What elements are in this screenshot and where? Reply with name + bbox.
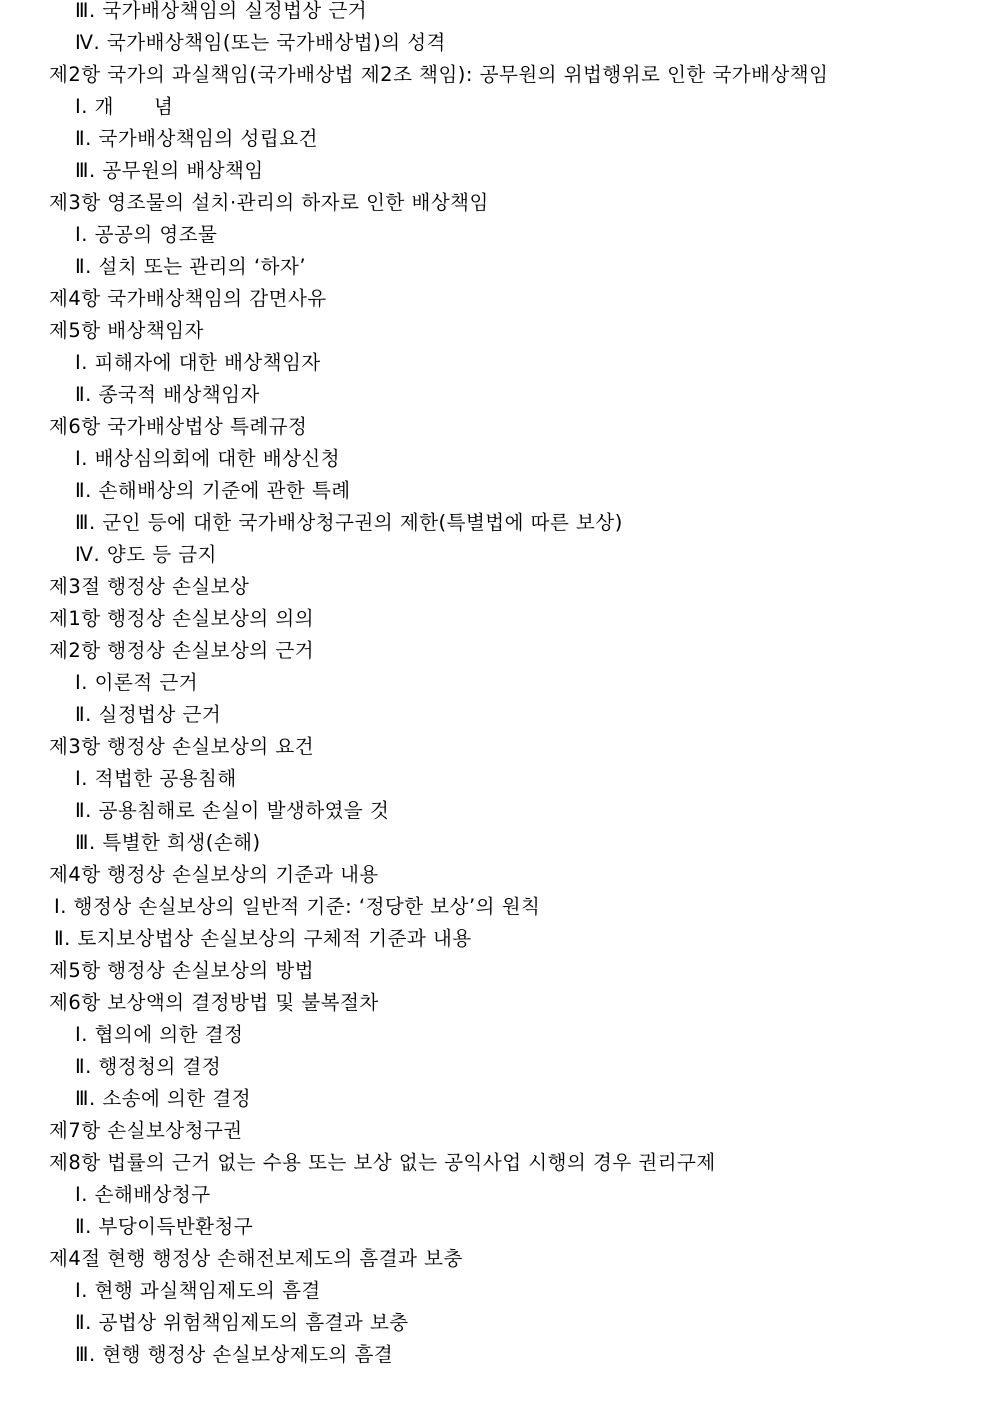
toc-heading: 제2항 행정상 손실보상의 근거 — [49, 639, 315, 662]
toc-subitem: Ⅲ. 현행 행정상 손실보상제도의 흠결 — [75, 1343, 394, 1366]
toc-subitem: Ⅱ. 설치 또는 관리의 ‘하자’ — [75, 255, 307, 278]
toc-subitem: Ⅰ. 개 념 — [75, 95, 174, 118]
toc-heading: 제4항 국가배상책임의 감면사유 — [49, 287, 327, 310]
toc-subitem: Ⅲ. 공무원의 배상책임 — [75, 159, 264, 182]
toc-subitem: Ⅱ. 손해배상의 기준에 관한 특례 — [75, 479, 351, 502]
toc-heading: 제6항 보상액의 결정방법 및 불복절차 — [49, 991, 379, 1014]
toc-subitem: Ⅰ. 손해배상청구 — [75, 1183, 211, 1206]
toc-heading: 제5항 배상책임자 — [49, 319, 204, 342]
toc-subitem: Ⅲ. 국가배상책임의 실정법상 근거 — [75, 0, 368, 22]
toc-subitem: Ⅰ. 이론적 근거 — [75, 671, 199, 694]
toc-subitem: Ⅰ. 배상심의회에 대한 배상신청 — [75, 447, 341, 470]
toc-heading: 제5항 행정상 손실보상의 방법 — [49, 959, 315, 982]
toc-subitem: Ⅲ. 소송에 의한 결정 — [75, 1087, 252, 1110]
toc-subitem: Ⅱ. 실정법상 근거 — [75, 703, 222, 726]
toc-heading: 제3항 행정상 손실보상의 요건 — [49, 735, 315, 758]
toc-subitem: Ⅱ. 토지보상법상 손실보상의 구체적 기준과 내용 — [54, 927, 472, 950]
toc-heading: 제1항 행정상 손실보상의 의의 — [49, 607, 315, 630]
toc-subitem: Ⅱ. 공법상 위험책임제도의 흠결과 보충 — [75, 1311, 409, 1334]
toc-subitem: Ⅱ. 국가배상책임의 성립요건 — [75, 127, 318, 150]
toc-subitem: Ⅰ. 공공의 영조물 — [75, 223, 218, 246]
toc-subitem: Ⅰ. 현행 과실책임제도의 흠결 — [75, 1279, 321, 1302]
toc-subitem: Ⅱ. 종국적 배상책임자 — [75, 383, 260, 406]
toc-heading: 제8항 법률의 근거 없는 수용 또는 보상 없는 공익사업 시행의 경우 권리구제 — [49, 1151, 716, 1174]
toc-heading: 제4절 현행 행정상 손해전보제도의 흠결과 보충 — [49, 1247, 463, 1270]
toc-subitem: Ⅱ. 공용침해로 손실이 발생하였을 것 — [75, 799, 390, 822]
toc-subitem: Ⅰ. 피해자에 대한 배상책임자 — [75, 351, 321, 374]
toc-heading: 제3항 영조물의 설치·관리의 하자로 인한 배상책임 — [49, 191, 489, 214]
toc-subitem: Ⅱ. 행정청의 결정 — [75, 1055, 222, 1078]
toc-heading: 제4항 행정상 손실보상의 기준과 내용 — [49, 863, 379, 886]
toc-heading: 제6항 국가배상법상 특례규정 — [49, 415, 308, 438]
toc-subitem: Ⅲ. 군인 등에 대한 국가배상청구권의 제한(특별법에 따른 보상) — [75, 511, 623, 534]
toc-heading: 제2항 국가의 과실책임(국가배상법 제2조 책임): 공무원의 위법행위로 인한 국가배상책임 — [49, 63, 829, 86]
toc-subitem: Ⅰ. 행정상 손실보상의 일반적 기준: ‘정당한 보상’의 원칙 — [54, 895, 541, 918]
toc-subitem: Ⅳ. 국가배상책임(또는 국가배상법)의 성격 — [75, 31, 446, 54]
toc-subitem: Ⅰ. 협의에 의한 결정 — [75, 1023, 244, 1046]
toc-subitem: Ⅲ. 특별한 희생(손해) — [75, 831, 261, 854]
toc-heading: 제3절 행정상 손실보상 — [49, 575, 250, 598]
toc-subitem: Ⅳ. 양도 등 금지 — [75, 543, 217, 566]
toc-subitem: Ⅱ. 부당이득반환청구 — [75, 1215, 254, 1238]
toc-subitem: Ⅰ. 적법한 공용침해 — [75, 767, 237, 790]
toc-heading: 제7항 손실보상청구권 — [49, 1119, 243, 1142]
